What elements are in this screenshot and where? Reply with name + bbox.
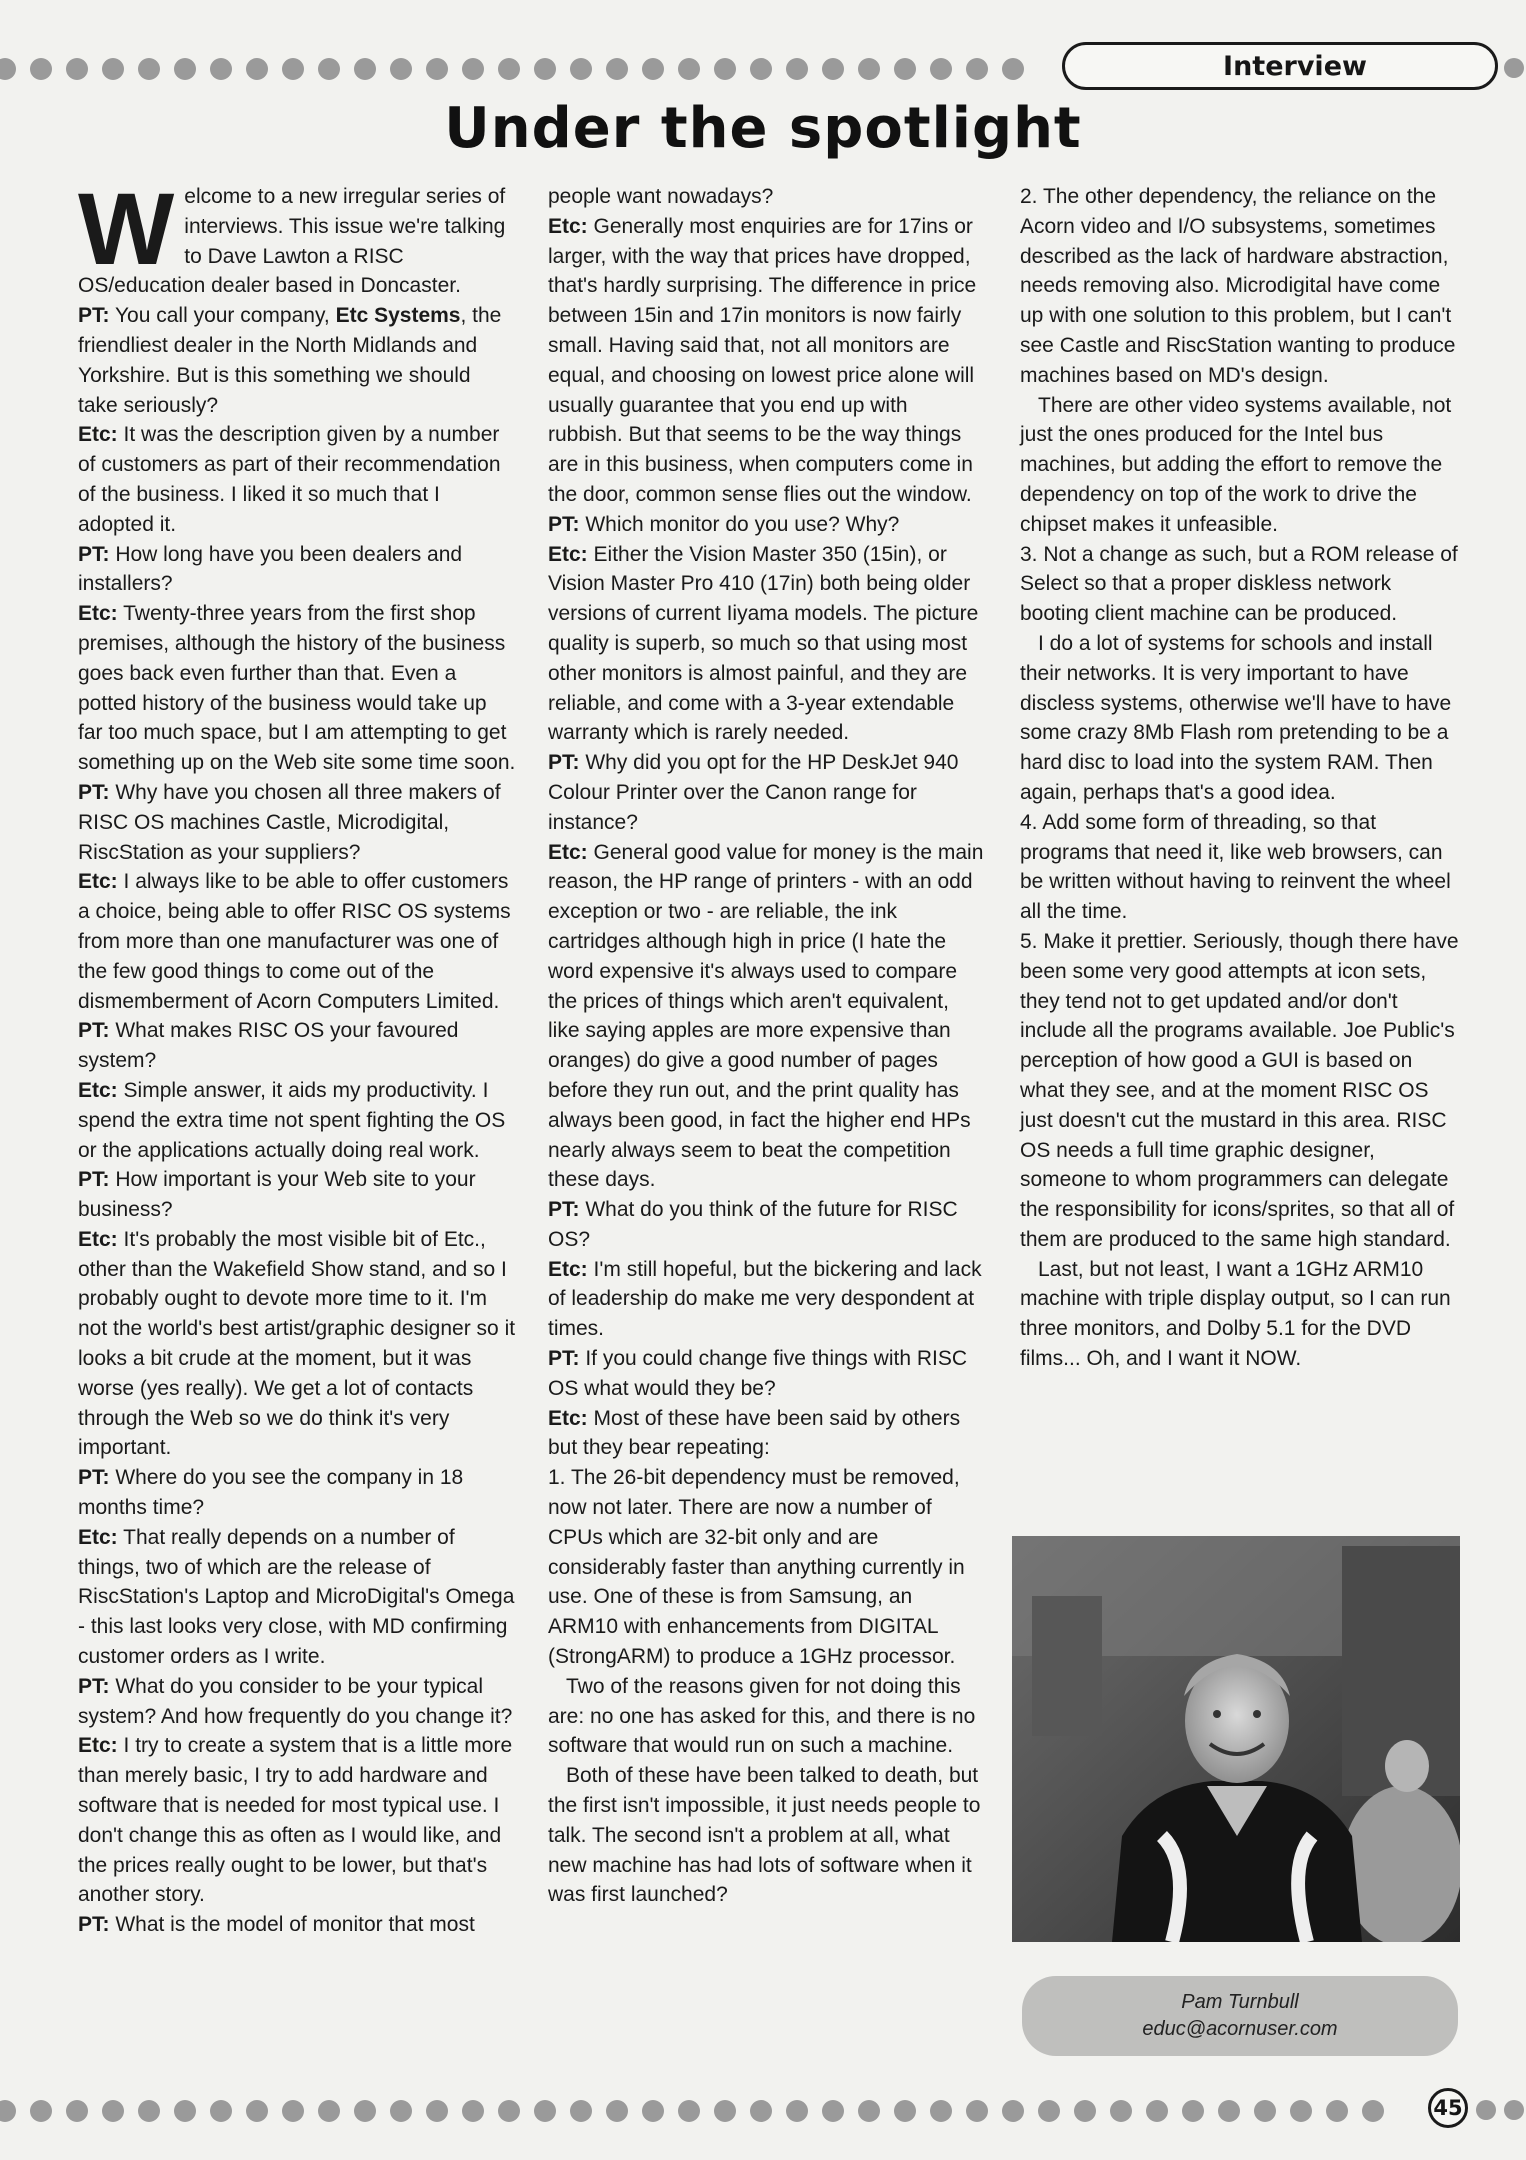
question: PT: Why did you opt for the HP DeskJet 940 Colour Printer over the Canon range for instance? [548, 751, 959, 834]
answer: Etc: That really depends on a number of things, two of which are the release of RiscStation's Laptop and MicroDigital's Omega - this last looks very close, with MD confirming customer orders as I write. [78, 1525, 515, 1669]
question: PT: How long have you been dealers and installers? [78, 542, 463, 596]
section-tab: Interview [1062, 42, 1498, 90]
border-dot [822, 58, 844, 80]
article-column-2 [548, 182, 986, 1910]
border-dot [1182, 2100, 1204, 2122]
caption-email: educ@acornuser.com [1142, 2018, 1338, 2040]
paragraph: I do a lot of systems for schools and install their networks. It is very important to have discless systems, otherwise we'll have to have some crazy 8Mb Flash rom pretending to be a hard disc to load into the system RAM. Then again, perhaps that's a good idea. [1020, 631, 1452, 804]
list-item: 3. Not a change as such, but a ROM release of Select so that a proper diskless network booting client machine can be produced. [1020, 542, 1458, 626]
border-dot [498, 58, 520, 80]
border-dot [858, 58, 880, 80]
border-dot [858, 2100, 880, 2122]
answer: Etc: Twenty-three years from the first shop premises, although the history of the business goes back even further than that. Even a potted history of the business would take up far too much space, but I am attempting to get something up on the Web site some time soon. [78, 602, 516, 775]
border-dot [894, 2100, 916, 2122]
border-dot [66, 58, 88, 80]
border-dot [1290, 2100, 1312, 2122]
border-dot [246, 2100, 268, 2122]
border-dot [570, 58, 592, 80]
answer: Etc: Most of these have been said by others but they bear repeating: [548, 1406, 961, 1460]
border-dot [210, 2100, 232, 2122]
border-dot [606, 58, 628, 80]
question: PT: What do you think of the future for RISC OS? [548, 1198, 958, 1251]
border-dot [282, 2100, 304, 2122]
border-dot [174, 2100, 196, 2122]
question: PT: How important is your Web site to your business? [78, 1168, 476, 1222]
intro-paragraph: Welcome to a new irregular series of interviews. This issue we're talking to Dave Lawton a RISC OS/education dealer based in Doncaster. [78, 172, 506, 298]
border-dot [318, 58, 340, 80]
answer: Etc: Simple answer, it aids my productivity. I spend the extra time not spent fighting the OS or the applications actually doing real work. [78, 1078, 506, 1162]
page-number: 45 [1428, 2088, 1468, 2128]
border-dot [1002, 2100, 1024, 2122]
border-dot [390, 2100, 412, 2122]
border-dot [534, 58, 556, 80]
border-dot [30, 58, 52, 80]
photo-illustration [1012, 1536, 1460, 1942]
question: PT: What is the model of monitor that most [78, 1913, 475, 1937]
border-dot [1002, 58, 1024, 80]
border-dot [318, 2100, 340, 2122]
border-dot [354, 58, 376, 80]
border-dot [570, 2100, 592, 2122]
list-item: 2. The other dependency, the reliance on the Acorn video and I/O subsystems, sometimes described as the lack of hardware abstraction, needs removing also. Microdigital have come up with one solution to this problem, but I can't see Castle and RiscStation wanting to produce machines based on MD's design. [1020, 185, 1456, 387]
border-dot [1146, 2100, 1168, 2122]
border-dot [1362, 2100, 1384, 2122]
caption-name: Pam Turnbull [1181, 1991, 1299, 2013]
border-dot [1038, 2100, 1060, 2122]
border-dot [642, 2100, 664, 2122]
border-dot [534, 2100, 556, 2122]
border-dot [1326, 2100, 1348, 2122]
border-dot [30, 2100, 52, 2122]
border-dot [966, 58, 988, 80]
border-dot [66, 2100, 88, 2122]
question: PT: Where do you see the company in 18 months time? [78, 1466, 464, 1520]
border-dot [750, 2100, 772, 2122]
answer: Etc: I try to create a system that is a little more than merely basic, I try to add hardware and software that is needed for most typical use. I don't change this as often as I would like, and the prices really ought to be lower, but that's another story. [78, 1734, 513, 1907]
paragraph: Last, but not least, I want a 1GHz ARM10 machine with triple display output, so I can run three monitors, and Dolby 5.1 for the DVD films... Oh, and I want it NOW. [1020, 1257, 1451, 1371]
list-item: 4. Add some form of threading, so that programs that need it, like web browsers, can be written without having to reinvent the wheel all the time. [1020, 810, 1451, 924]
top-dot-border [0, 58, 1054, 80]
border-dot [894, 58, 916, 80]
border-dot [1074, 2100, 1096, 2122]
answer: Etc: Generally most enquiries are for 17ins or larger, with the way that prices have dropped, that's hardly surprising. The difference in price between 15in and 17in monitors is now fairly small. Having said that, not all monitors are equal, and choosing on lowest price alone will usually guarantee that you end up with rubbish. But that seems to be the way things are in this business, when computers come in the door, common sense flies out the window. [548, 214, 977, 506]
answer: Etc: It's probably the most visible bit of Etc., other than the Wakefield Show stand, and so I probably ought to devote more time to it. I'm not the world's best artist/graphic designer so it looks a bit crude at the moment, but it was worse (yes really). We get a lot of contacts through the Web so we do think it's very important. [78, 1227, 516, 1460]
border-dot [138, 2100, 160, 2122]
border-dot [966, 2100, 988, 2122]
answer: Etc: I'm still hopeful, but the bickering and lack of leadership do make me very despondent at times. [548, 1257, 982, 1341]
border-dot [210, 58, 232, 80]
border-dot [0, 58, 16, 80]
section-tab-end-dot [1504, 58, 1524, 78]
paragraph: Both of these have been talked to death, but the first isn't impossible, it just needs people to talk. The second isn't a problem at all, what new machine has had lots of software when it was first launched? [548, 1764, 981, 1907]
answer: Etc: General good value for money is the main reason, the HP range of printers - with an odd exception or two - are reliable, the ink cartridges although high in price (I hate the word expensive it's always used to compare the prices of things which aren't equivalent, like saying apples are more expensive than oranges) do give a good number of pages before they run out, and the print quality has always been good, in fact the higher end HPs nearly always seem to beat the competition these days. [548, 840, 984, 1192]
article-column-3 [1020, 182, 1460, 1374]
border-dot [174, 58, 196, 80]
border-dot [1110, 2100, 1132, 2122]
answer: Etc: It was the description given by a number of customers as part of their recommendation of the business. I liked it so much that I adopted it. [78, 423, 501, 536]
border-dot [462, 2100, 484, 2122]
border-dot [606, 2100, 628, 2122]
border-dot [138, 58, 160, 80]
border-dot [714, 58, 736, 80]
question: PT: Which monitor do you use? Why? [548, 512, 900, 536]
question: PT: What makes RISC OS your favoured system? [78, 1019, 459, 1073]
page-number-tail-dot [1504, 2100, 1524, 2120]
bottom-dot-border [0, 2100, 1414, 2122]
border-dot [822, 2100, 844, 2122]
border-dot [498, 2100, 520, 2122]
question: PT: If you could change five things with RISC OS what would they be? [548, 1347, 968, 1400]
border-dot [1254, 2100, 1276, 2122]
question: PT: You call your company, Etc Systems, the friendliest dealer in the North Midlands and Yorkshire. But is this something we should take seriously? [78, 304, 502, 417]
border-dot [354, 2100, 376, 2122]
border-dot [282, 58, 304, 80]
border-dot [462, 58, 484, 80]
border-dot [930, 58, 952, 80]
photo-caption [1022, 1976, 1458, 2056]
border-dot [102, 58, 124, 80]
border-dot [678, 58, 700, 80]
article-column-1 [78, 172, 516, 1940]
question: PT: What do you consider to be your typical system? And how frequently do you change it? [78, 1674, 513, 1728]
list-item: 1. The 26-bit dependency must be removed, now not later. There are now a number of CPUs which are 32-bit only and are considerably faster than anything currently in use. One of these is from Samsung, an ARM10 with enhancements from DIGITAL (StrongARM) to produce a 1GHz processor. [548, 1466, 965, 1669]
answer: Etc: Either the Vision Master 350 (15in), or Vision Master Pro 410 (17in) both being older versions of current Iiyama models. The picture quality is superb, so much so that using most other monitors is almost painful, and they are reliable, and come with a 3-year extendable warranty which is rarely needed. [548, 542, 979, 745]
answer: Etc: I always like to be able to offer customers a choice, being able to offer RISC OS systems from more than one manufacturer was one of the few good things to come out of the dismemberment of Acorn Computers Limited. [78, 870, 511, 1013]
border-dot [1218, 2100, 1240, 2122]
paragraph: Two of the reasons given for not doing this are: no one has asked for this, and there is no software that would run on such a machine. [548, 1674, 976, 1758]
border-dot [678, 2100, 700, 2122]
border-dot [0, 2100, 16, 2122]
question-continued: people want nowadays? [548, 185, 774, 208]
list-item: 5. Make it prettier. Seriously, though there have been some very good attempts at icon sets, they tend not to get updated and/or don't include all the programs available. Joe Public's perception of how good a GUI is based on what they see, and at the moment RISC OS just doesn't cut the mustard in this area. RISC OS needs a full time graphic designer, someone to whom programmers can delegate the responsibility for icons/sprites, so that all of them are produced to the same high standard. [1020, 929, 1459, 1251]
border-dot [786, 2100, 808, 2122]
question: PT: Why have you chosen all three makers of RISC OS machines Castle, Microdigital, RiscStation as your suppliers? [78, 780, 501, 864]
interviewer-photo [1012, 1536, 1460, 1942]
border-dot [102, 2100, 124, 2122]
border-dot [246, 58, 268, 80]
border-dot [426, 58, 448, 80]
border-dot [390, 58, 412, 80]
border-dot [642, 58, 664, 80]
page-number-tail-dot [1476, 2100, 1496, 2120]
border-dot [714, 2100, 736, 2122]
border-dot [426, 2100, 448, 2122]
drop-cap: W [78, 172, 175, 286]
border-dot [750, 58, 772, 80]
border-dot [930, 2100, 952, 2122]
paragraph: There are other video systems available, not just the ones produced for the Intel bus machines, but adding the effort to remove the dependency on top of the work to drive the chipset makes it unfeasible. [1020, 393, 1452, 536]
border-dot [786, 58, 808, 80]
page-title: Under the spotlight [444, 96, 1082, 161]
